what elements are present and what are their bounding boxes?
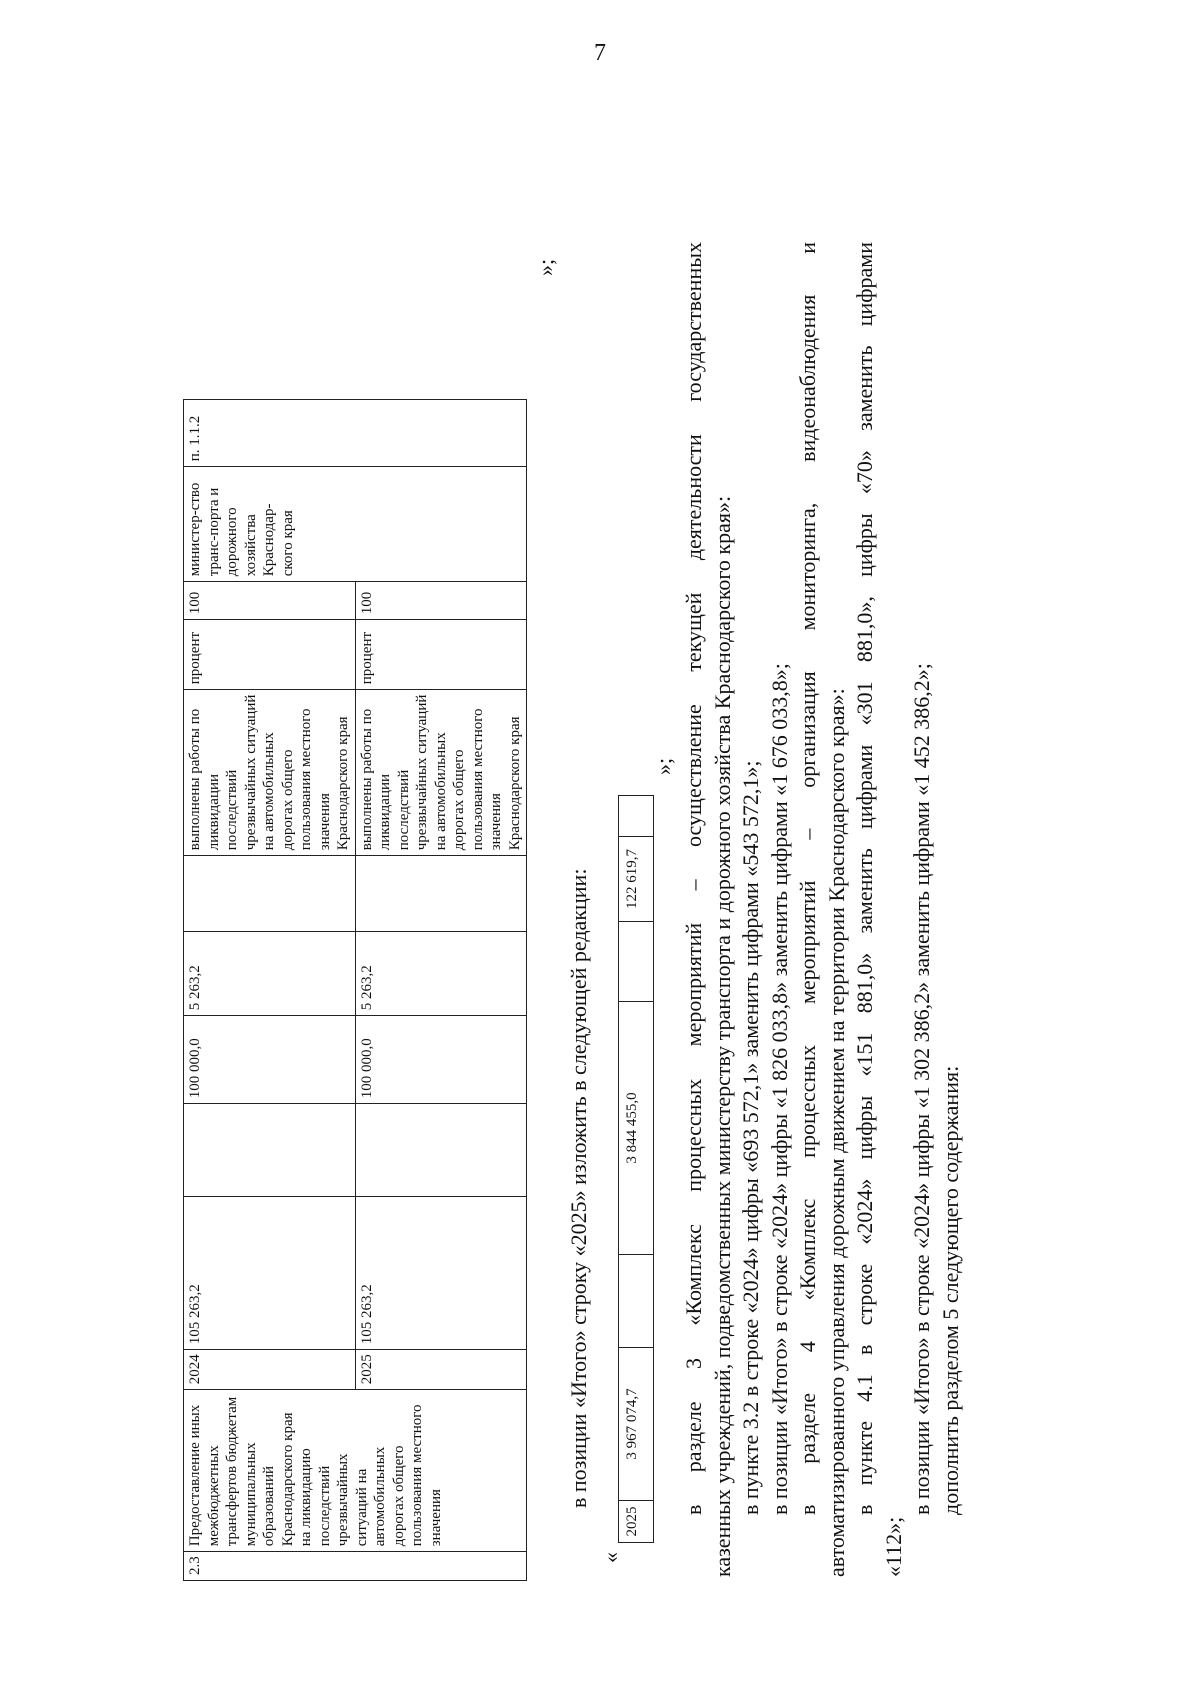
local-cell	[619, 922, 654, 1002]
extra-cell: 122 619,7	[619, 837, 654, 922]
value-cell: 100	[184, 582, 356, 620]
paragraph-line: дополнить разделом 5 следующего содержания:	[937, 1065, 963, 1515]
closing-quote: »;	[533, 258, 558, 276]
paragraph-line: казенных учреждений, подведомственных министерству транспорта и дорожного хозяйства Краснодарского края»:	[709, 495, 735, 1577]
opening-quote: «	[598, 1552, 623, 1563]
total-row-table	[618, 795, 654, 1543]
regional-cell: 100 000,0	[355, 1016, 527, 1104]
reference-cell: п. 1.1.2	[184, 400, 527, 467]
value-cell: 100	[355, 582, 527, 620]
regional-cell: 3 844 455,0	[619, 1002, 654, 1255]
measures-table	[183, 399, 527, 1581]
paragraph-line: в пункте 4.1 в строке «2024» цифры «151 881,0» заменить цифрами «301 881,0», цифры «70» заменить цифрами	[852, 242, 877, 1515]
page-number: 7	[594, 40, 606, 66]
result-cell: выполнены работы по ликвидации последствий чрезвычайных ситуаций на автомобильных дорогах общего пользования местного значения Краснодарского края	[355, 690, 527, 856]
measure-name: Предоставление иных межбюджетных трансфертов бюджетам муниципальных образований Краснодарского края на ликвидацию последствий чрезвычайных ситуаций на автомобильных дорогах общего пользования местного значения	[184, 1390, 527, 1552]
paragraph-line: в разделе 4 «Комплекс процессных мероприятий – организация мониторинга, видеонаблюдения и	[795, 242, 820, 1515]
year-cell: 2025	[355, 1350, 527, 1390]
extra-cell	[184, 856, 356, 932]
executor-cell: министер-ство транс-порта и дорожного хозяйства Краснодар-ского края	[184, 467, 527, 582]
instruction-paragraph: в позиции «Итого» строку «2025» изложить в следующей редакции:	[566, 868, 591, 1508]
amendment-text	[680, 242, 965, 1577]
year-cell: 2025	[619, 1501, 654, 1543]
total-cell: 3 967 074,7	[619, 1348, 654, 1501]
paragraph-line: в разделе 3 «Комплекс процессных мероприятий – осуществление текущей деятельности государственных	[681, 242, 706, 1515]
paragraph-line: в позиции «Итого» в строке «2024» цифры «1 302 386,2» заменить цифрами «1 452 386,2»;	[909, 663, 934, 1515]
table-row	[619, 796, 654, 1543]
local-cell: 5 263,2	[184, 932, 356, 1016]
year-cell: 2024	[184, 1350, 356, 1390]
unit-cell: процент	[184, 620, 356, 690]
extra-cell	[355, 856, 527, 932]
paragraph-line: в пункте 3.2 в строке «2024» цифры «693 572,1» заменить цифрами «543 572,1»;	[738, 760, 763, 1515]
local-cell: 5 263,2	[355, 932, 527, 1016]
unit-cell: процент	[355, 620, 527, 690]
row-number: 2.3	[184, 1552, 527, 1581]
federal-cell	[184, 1104, 356, 1197]
federal-cell	[619, 1255, 654, 1348]
paragraph-line: «112»;	[880, 1516, 906, 1577]
closing-quote: »;	[651, 757, 676, 775]
total-cell: 105 263,2	[184, 1197, 356, 1350]
federal-cell	[355, 1104, 527, 1197]
rotated-page-content	[0, 137, 1200, 1697]
result-cell: выполнены работы по ликвидации последствий чрезвычайных ситуаций на автомобильных дорогах общего пользования местного значения Краснодарского края	[184, 690, 356, 856]
paragraph-line: в позиции «Итого» в строке «2024» цифры «1 826 033,8» заменить цифрами «1 676 033,8»;	[766, 663, 792, 1515]
total-cell: 105 263,2	[355, 1197, 527, 1350]
regional-cell: 100 000,0	[184, 1016, 356, 1104]
paragraph-line: автоматизированного управления дорожным движением на территории Краснодарского края»:	[823, 688, 849, 1577]
tail-cell	[619, 796, 654, 837]
table-row	[184, 400, 356, 1581]
